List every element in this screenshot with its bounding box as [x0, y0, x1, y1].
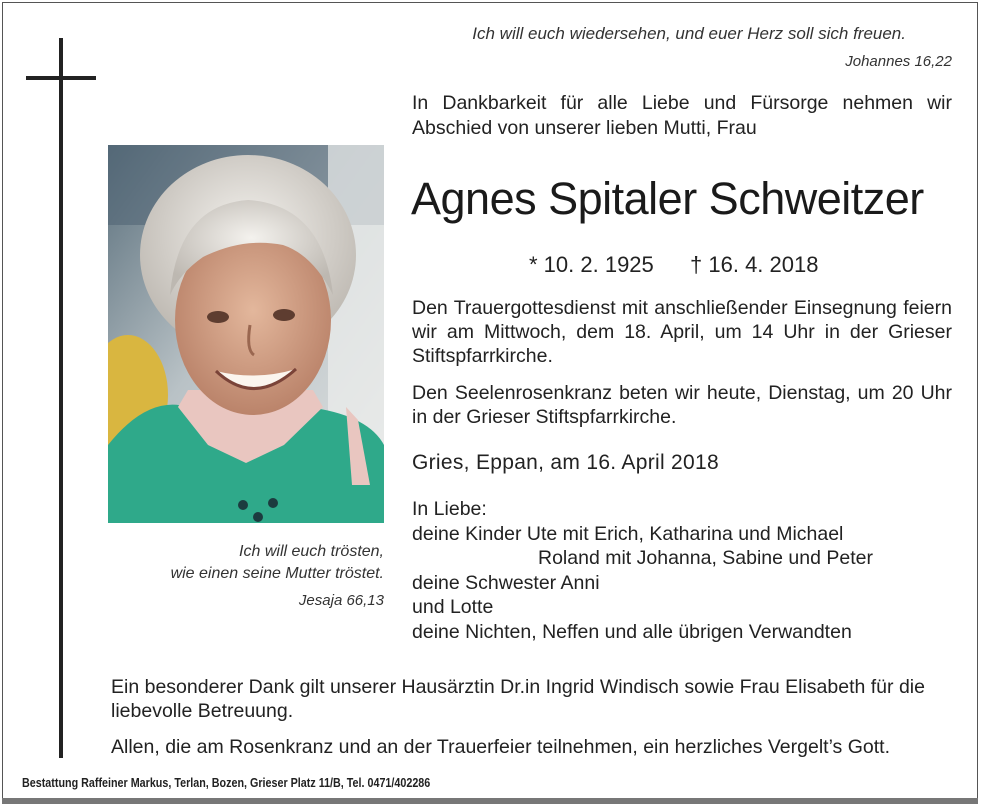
birth-date: * 10. 2. 1925: [529, 252, 654, 277]
side-quote: [171, 541, 384, 585]
cross-icon: [59, 38, 63, 758]
life-dates: [529, 252, 818, 278]
mourners-line: deine Nichten, Neffen und alle übrigen Verwandten: [412, 620, 852, 643]
mourners-line: und Lotte: [412, 596, 494, 618]
side-quote-reference: Jesaja 66,13: [298, 592, 384, 609]
side-quote-line: wie einen seine Mutter tröstet.: [170, 565, 384, 582]
death-date: † 16. 4. 2018: [690, 252, 819, 277]
rosary-paragraph: Den Seelenrosenkranz beten wir heute, Dienstag, um 20 Uhr in der Grieser Stiftspfarrkirche.: [412, 382, 952, 428]
portrait-photo: [108, 145, 384, 523]
mourners-line: deine Kinder Ute mit Erich, Katharina und Michael: [412, 522, 844, 545]
intro-text: In Dankbarkeit für alle Liebe und Fürsorge nehmen wir Abschied von unserer lieben Mutti, Frau: [412, 92, 952, 139]
side-quote-line: Ich will euch trösten,: [239, 543, 384, 560]
funeral-home-footer: Bestattung Raffeiner Markus, Terlan, Bozen, Grieser Platz 11/B, Tel. 0471/402286: [22, 776, 431, 790]
mourners-line: In Liebe:: [412, 498, 487, 520]
mourners-line: deine Schwester Anni: [412, 571, 600, 594]
thanks-closing: Allen, die am Rosenkranz und an der Trauerfeier teilnehmen, ein herzliches Vergelt’s Gott.: [111, 736, 890, 758]
mourners-line: Roland mit Johanna, Sabine und Peter: [538, 547, 873, 569]
thanks-paragraph: Ein besonderer Dank gilt unserer Hausärztin Dr.in Ingrid Windisch sowie Frau Elisabeth für die liebevolle Betreuung.: [111, 676, 925, 722]
service-paragraph: Den Trauergottesdienst mit anschließender Einsegnung feiern wir am Mittwoch, dem 18. April, um 14 Uhr in der Grieser Stiftspfarrkirche.: [412, 297, 952, 367]
top-quote: Ich will euch wiedersehen, und euer Herz soll sich freuen.: [472, 24, 906, 43]
cross-bar: [26, 76, 96, 80]
deceased-name: Agnes Spitaler Schweitzer: [411, 173, 924, 224]
bottom-rule: [2, 798, 978, 804]
top-quote-reference: Johannes 16,22: [845, 53, 952, 70]
place-date: Gries, Eppan, am 16. April 2018: [412, 451, 719, 474]
mourners-list: [412, 497, 873, 644]
